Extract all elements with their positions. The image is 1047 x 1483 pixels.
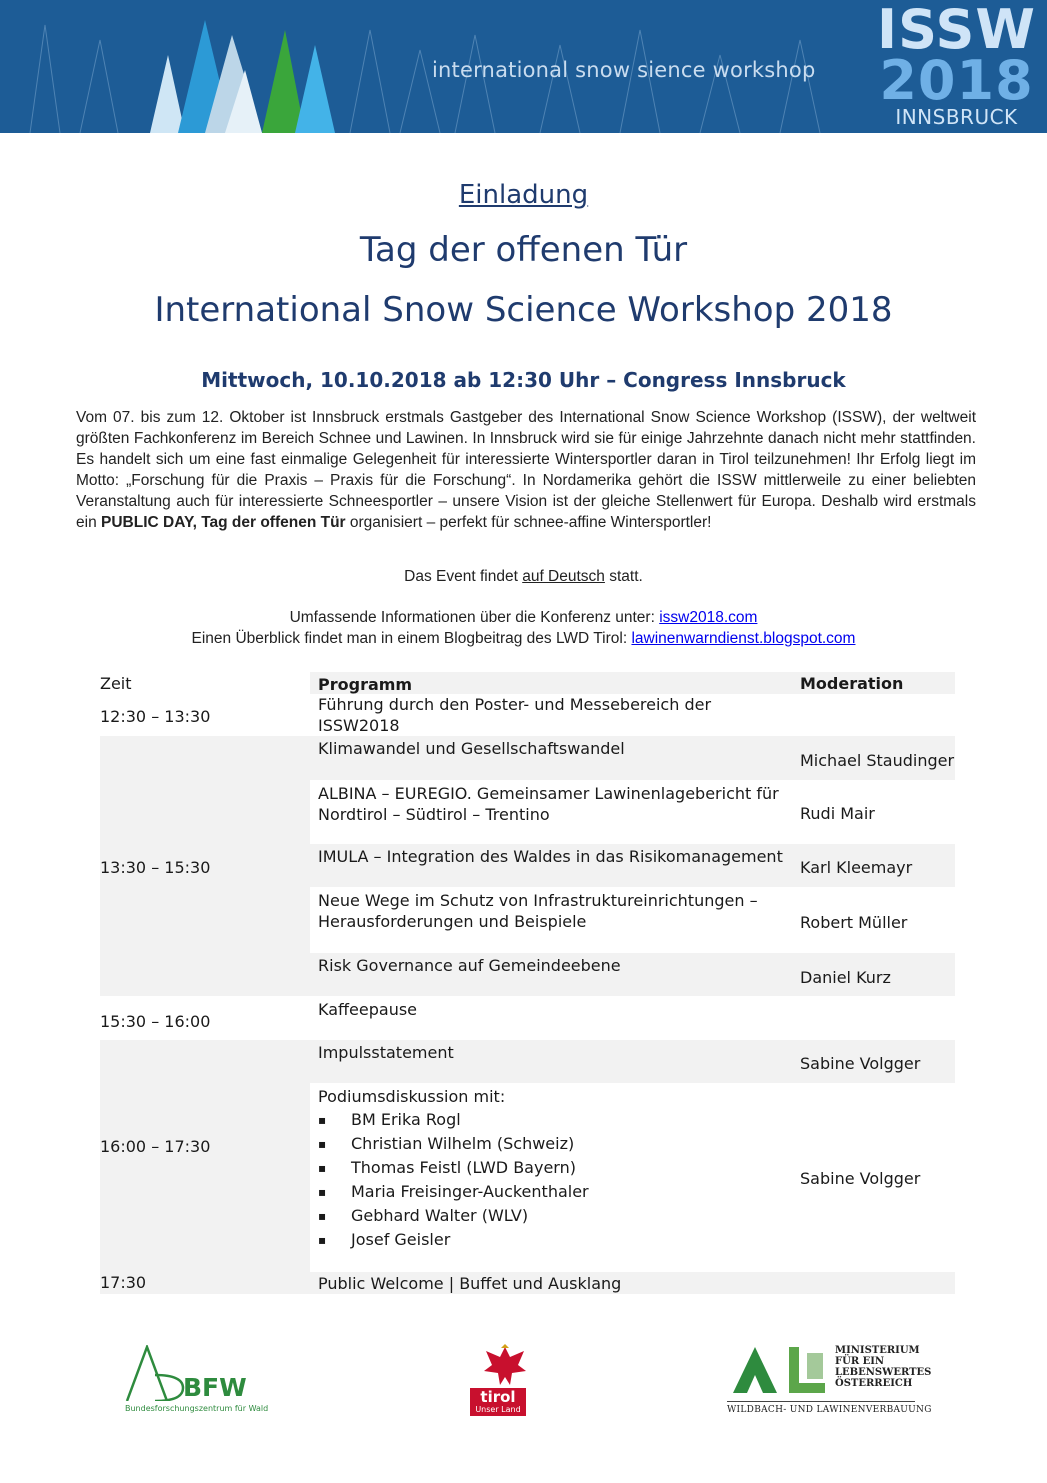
issw-link[interactable]: issw2018.com: [659, 609, 758, 626]
ministry-text: [835, 1345, 931, 1389]
title-line1: Tag der offenen Tür: [359, 230, 688, 270]
table-row: [310, 1083, 955, 1272]
tirol-logo: [470, 1342, 540, 1416]
time-cell: 15:30 – 16:00: [100, 1012, 211, 1031]
table-row: [310, 887, 955, 953]
ministry-line: FÜR EIN: [835, 1356, 885, 1367]
program-cell: Public Welcome | Buffet und Ausklang: [318, 1274, 622, 1293]
ministry-emblem-icon: [727, 1343, 827, 1397]
header-time: Zeit: [100, 674, 132, 693]
info-line: [0, 609, 1047, 627]
logo-city: INNSBRUCK: [895, 105, 1018, 129]
issw-logo: [866, 0, 1047, 132]
wlv-text: WILDBACH- UND LAWINENVERBAUUNG: [727, 1405, 932, 1415]
tirol-eagle-icon: [470, 1342, 540, 1388]
table-row: [310, 844, 955, 887]
ministry-logo: [727, 1343, 932, 1418]
moderation-cell: Rudi Mair: [800, 804, 875, 823]
table-row: [310, 1040, 955, 1083]
panelist-item: ▪ Gebhard Walter (WLV): [318, 1204, 788, 1228]
info-pre: Umfassende Informationen über die Konferenz unter:: [289, 609, 660, 626]
panelist-item: ▪ Christian Wilhelm (Schweiz): [318, 1132, 788, 1156]
header-tagline: international snow sience workshop: [432, 58, 816, 82]
invitation-heading: Einladung: [458, 180, 589, 210]
header-moderation: Moderation: [800, 674, 904, 693]
intro-text-1: Vom 07. bis zum 12. Oktober ist Innsbruck erstmals Gastgeber des International Snow Science Workshop (ISSW), der weltweit größten Fachkonferenz im Bereich Schnee und Lawinen. In Innsbruck wird sie für einige Jahrzehnte danach nicht mehr stattfinden. Es handelt sich um eine fast einmalige Gelegenheit für interessierte Wintersportler daran in Tirol teilzunehmen! Ihr Erfolg liegt im Motto: „Forschung für die Praxis – Praxis für die Forschung“. In Nordamerika gehört die ISSW mittlerweile zu einer beliebten Veranstaltung auch für interessierte Schneesportler – unsere Vision ist der gleiche Stellenwert für Europa. Deshalb wird erstmals ein: [76, 409, 976, 531]
program-cell: Kaffeepause: [318, 1000, 418, 1019]
panelist-item: ▪ BM Erika Rogl: [318, 1108, 788, 1132]
ministry-line: LEBENSWERTES: [835, 1367, 932, 1378]
logo-year: 2018: [879, 49, 1034, 112]
table-row: [100, 1272, 955, 1294]
panelist-item: ▪ Josef Geisler: [318, 1228, 788, 1252]
tirol-sub: Unser Land: [475, 1405, 521, 1414]
intro-paragraph: [76, 407, 976, 533]
program-cell: Klimawandel und Gesellschaftswandel: [318, 739, 625, 758]
table-row: [310, 780, 955, 844]
table-row: [100, 694, 955, 736]
program-cell: IMULA – Integration des Waldes in das Risikomanagement: [318, 847, 783, 866]
time-cell: 16:00 – 17:30: [100, 1137, 211, 1156]
panelist-item: ▪ Thomas Feistl (LWD Bayern): [318, 1156, 788, 1180]
time-block-shade: [100, 1040, 310, 1272]
program-cell: [318, 1086, 788, 1252]
moderation-cell: Sabine Volgger: [800, 1054, 921, 1073]
event-date-location: Mittwoch, 10.10.2018 ab 12:30 Uhr – Congress Innsbruck: [201, 368, 846, 392]
tirol-box: [470, 1388, 526, 1416]
ministry-line: MINISTERIUM: [835, 1345, 920, 1356]
program-cell: Neue Wege im Schutz von Infrastruktureinrichtungen – Herausforderungen und Beispiele: [318, 891, 758, 931]
logo-issw: ISSW: [876, 0, 1036, 61]
bfw-subtitle: Bundesforschungszentrum für Wald: [125, 1404, 269, 1413]
table-row: [310, 736, 955, 780]
header-banner: [0, 0, 1047, 133]
moderation-cell: Michael Staudinger: [800, 751, 955, 770]
moderation-cell: Karl Kleemayr: [800, 858, 913, 877]
program-cell: Führung durch den Poster- und Messebereich der ISSW2018: [318, 695, 712, 735]
table-header-row: [100, 672, 955, 694]
ministry-divider: [727, 1401, 915, 1402]
program-cell: ALBINA – EUREGIO. Gemeinsamer Lawinenlagebericht für Nordtirol – Südtirol – Trentino: [318, 784, 779, 824]
blog-line: [0, 630, 1047, 648]
time-cell: 13:30 – 15:30: [100, 858, 211, 877]
intro-text-2: organisiert – perfekt für schnee-affine Wintersportler!: [345, 514, 712, 531]
language-pre: Das Event findet: [404, 568, 523, 585]
intro-text-bold: PUBLIC DAY, Tag der offenen Tür: [101, 514, 346, 531]
moderation-cell: Sabine Volgger: [800, 1169, 921, 1188]
language-post: statt.: [604, 568, 643, 585]
table-row: [310, 953, 955, 996]
language-underlined: auf Deutsch: [522, 568, 605, 585]
blog-link[interactable]: lawinenwarndienst.blogspot.com: [631, 630, 856, 647]
moderation-cell: Robert Müller: [800, 913, 908, 932]
program-cell: Impulsstatement: [318, 1043, 454, 1062]
tirol-name: tirol: [480, 1388, 516, 1406]
header-program: Programm: [318, 675, 413, 694]
bfw-logo: [125, 1345, 275, 1415]
ministry-line: ÖSTERREICH: [835, 1378, 913, 1389]
table-row: [100, 996, 955, 1040]
moderation-cell: Daniel Kurz: [800, 968, 891, 987]
panel-heading: Podiumsdiskussion mit:: [318, 1087, 506, 1106]
language-note: [0, 568, 1047, 586]
panelist-item: ▪ Maria Freisinger-Auckenthaler: [318, 1180, 788, 1204]
time-cell: 12:30 – 13:30: [100, 707, 211, 726]
program-cell: Risk Governance auf Gemeindeebene: [318, 956, 621, 975]
time-cell: 17:30: [100, 1273, 147, 1292]
blog-pre: Einen Überblick findet man in einem Blogbeitrag des LWD Tirol:: [191, 630, 632, 647]
title-line2: International Snow Science Workshop 2018: [154, 290, 893, 330]
bfw-name: BFW: [183, 1373, 247, 1402]
